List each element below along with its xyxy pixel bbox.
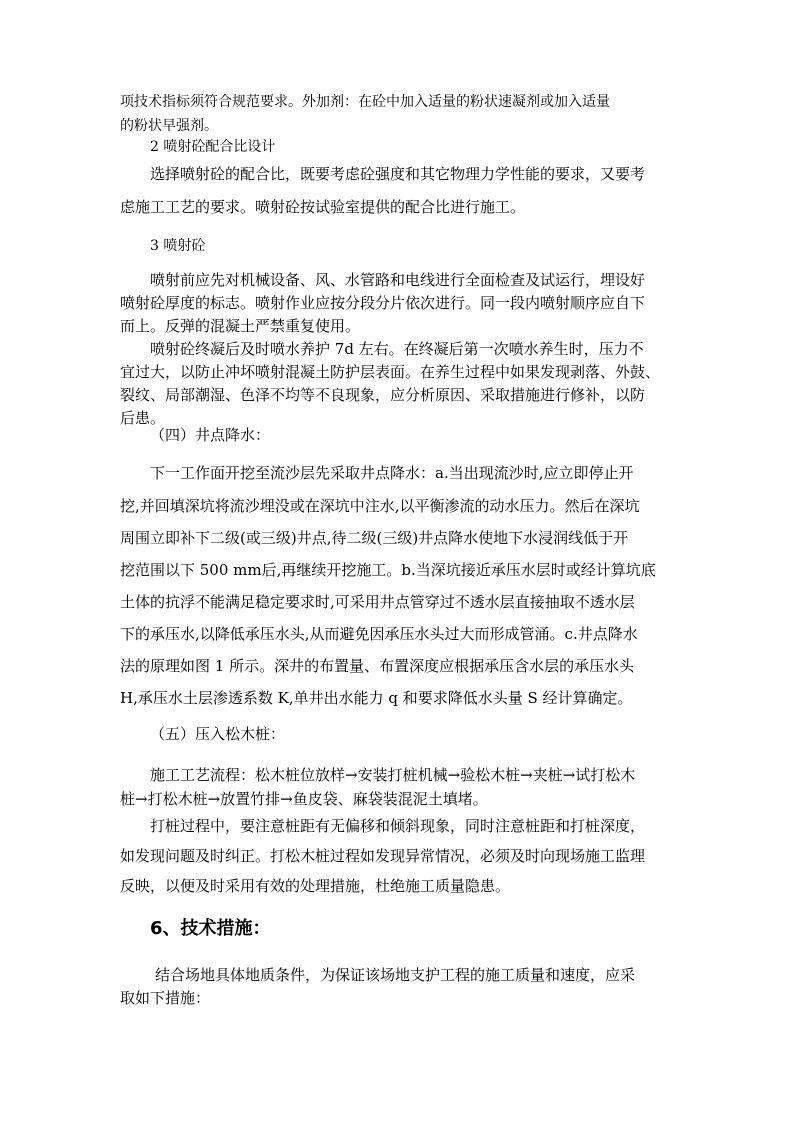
paragraph-line: H,承压水土层渗透系数 K,单井出水能力 q 和要求降低水头量 S 经计算确定。 [120, 689, 633, 707]
paragraph-line: 宜过大，以防止冲坏喷射混凝土防护层表面。在养生过程中如果发现剥落、外鼓、 [120, 363, 661, 381]
section-heading: （五）压入松木桩： [150, 725, 286, 743]
paragraph-line: 结合场地具体地质条件，为保证该场地支护工程的施工质量和速度，应采 [155, 966, 636, 984]
paragraph-line: 的粉状早强剂。 [120, 118, 218, 134]
paragraph-line: 下一工作面开挖至流沙层先采取井点降水：a.当出现流沙时,应立即停止开 [150, 464, 634, 482]
major-heading: 6、技术措施： [150, 918, 271, 939]
paragraph-line: 选择喷射砼的配合比，既要考虑砼强度和其它物理力学性能的要求，又要考 [150, 165, 646, 183]
paragraph-line: 喷射砼厚度的标志。喷射作业应按分段分片依次进行。同一段内喷射顺序应自下 [120, 294, 646, 312]
section-heading: 3 喷射砼 [150, 238, 206, 254]
paragraph-line: 周围立即补下二级(或三级)井点,待二级(三级)井点降水使地下水浸润线低于开 [120, 529, 629, 547]
section-heading: （四）井点降水： [150, 426, 271, 444]
paragraph-line: 如发现问题及时纠正。打松木桩过程如发现异常情况，必须及时向现场施工监理 [120, 847, 646, 865]
paragraph-line: 下的承压水,以降低承压水头,从而避免因承压水头过大而形成管涌。c.井点降水 [120, 625, 638, 643]
paragraph-line: 裂纹、局部潮湿、色泽不均等不良现象，应分析原因、采取措施进行修补，以防 [120, 386, 646, 404]
paragraph-line: 喷射砼终凝后及时喷水养护 7d 左右。在终凝后第一次喷水养生时，压力不 [150, 340, 644, 358]
paragraph-line: 后患。 [120, 409, 166, 427]
paragraph-line: 挖,并回填深坑将流沙埋没或在深坑中注水,以平衡渗流的动水压力。然后在深坑 [120, 497, 640, 515]
paragraph-line: 桩→打松木桩→放置竹排→鱼皮袋、麻袋装混泥土填堵。 [120, 790, 488, 808]
paragraph-line: 法的原理如图 1 所示。深井的布置量、布置深度应根据承压含水层的承压水头 [120, 657, 635, 675]
paragraph-line: 取如下措施： [120, 989, 211, 1007]
paragraph-line: 打桩过程中，要注意桩距有无偏移和倾斜现象，同时注意桩距和打桩深度， [150, 817, 646, 835]
paragraph-line: 施工工艺流程：松木桩位放样→安装打桩机械→验松木桩→夹桩→试打松木 [150, 766, 636, 784]
section-heading: 2 喷射砼配合比设计 [150, 139, 276, 155]
paragraph-line: 喷射前应先对机械设备、风、水管路和电线进行全面检查及试运行，埋设好 [150, 271, 646, 289]
paragraph-line: 项技术指标须符合规范要求。外加剂：在砼中加入适量的粉状速凝剂或加入适量 [120, 94, 610, 110]
paragraph-line: 土体的抗浮不能满足稳定要求时,可采用井点管穿过不透水层直接抽取不透水层 [120, 593, 635, 611]
paragraph-line: 虑施工工艺的要求。喷射砼按试验室提供的配合比进行施工。 [120, 198, 526, 216]
paragraph-line: 挖范围以下 500 mm后,再继续开挖施工。b.当深坑接近承压水层时或经计算坑底 [120, 561, 656, 579]
paragraph-line: 反映，以便及时采用有效的处理措施，杜绝施工质量隐患。 [120, 877, 511, 895]
paragraph-line: 而上。反弹的混凝土严禁重复使用。 [120, 317, 361, 335]
